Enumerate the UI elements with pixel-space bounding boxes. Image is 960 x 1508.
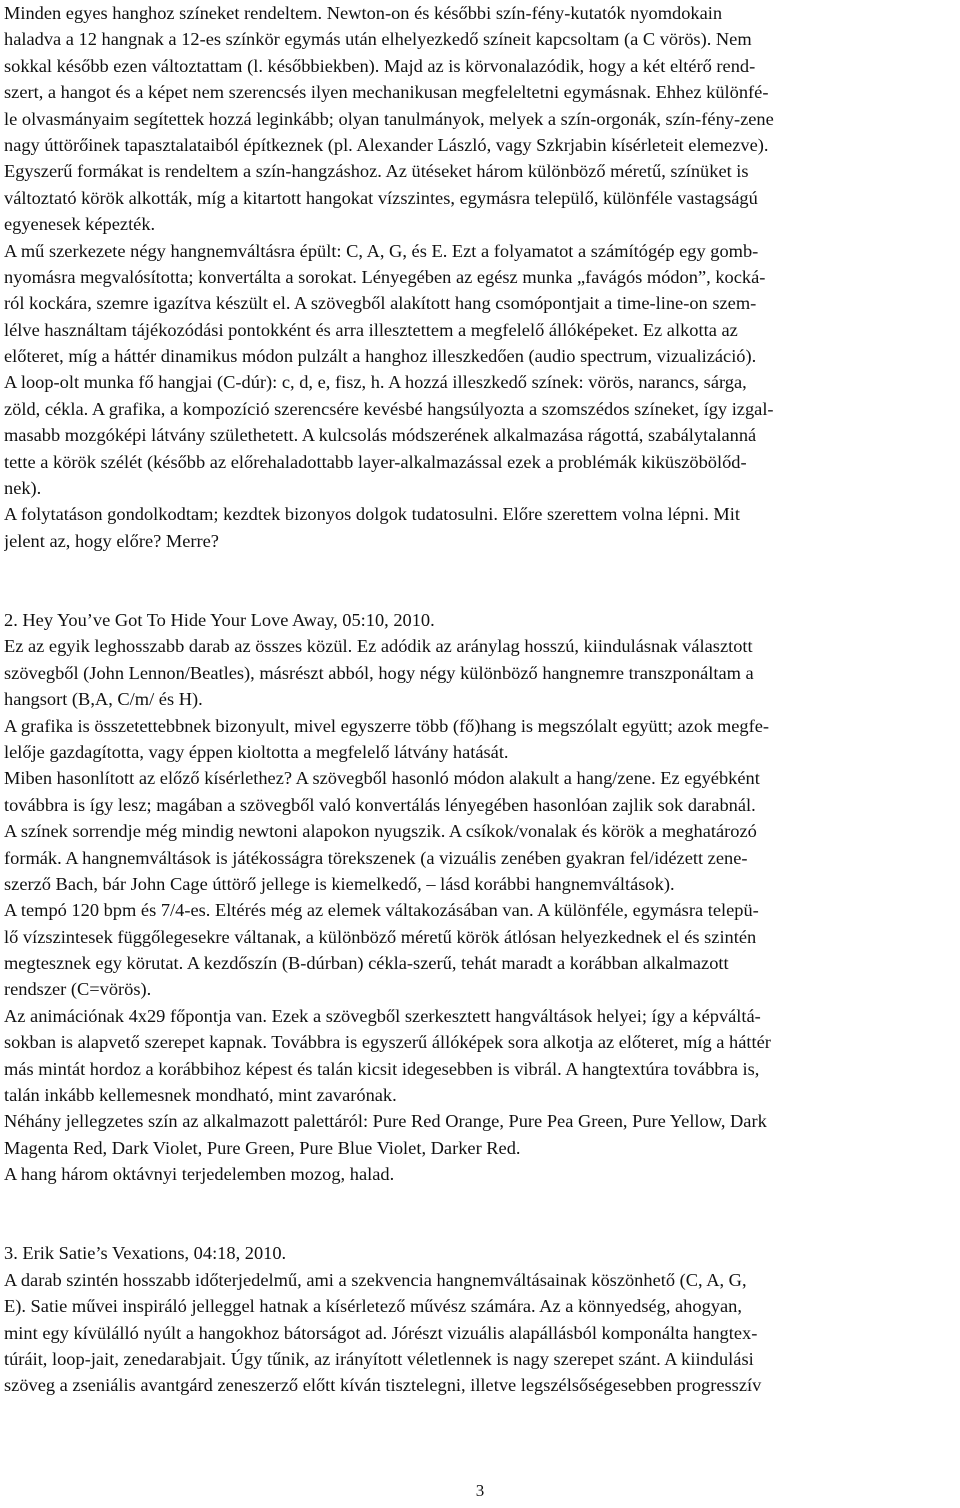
text-line: sokban is alapvető szerepet kapnak. Továbbra is egyszerű állóképek sora alkotja az előteret, míg a háttér: [4, 1032, 771, 1053]
text-line: A hang három oktávnyi terjedelemben mozog, halad.: [4, 1164, 395, 1185]
text-line: A mű szerkezete négy hangnemváltásra épült: C, A, G, és E. Ezt a folyamatot a számítógép egy gomb-: [4, 240, 759, 261]
text-line: szövegből (John Lennon/Beatles), másrészt abból, hogy négy különböző hangnemre transzponáltam a: [4, 662, 754, 683]
text-line: lelője gazdagította, vagy éppen kioltotta a megfelelő látvány hatását.: [4, 741, 509, 762]
text-line: nagy úttörőinek tapasztalataiból építkeznek (pl. Alexander László, vagy Szkrjabin kísérleteit elemezve).: [4, 134, 769, 155]
text-line: nyomásra megvalósította; konvertálta a sorokat. Lényegében az egész munka „favágós módon”, kocká-: [4, 266, 766, 287]
text-line: A színek sorrendje még mindig newtoni alapokon nyugszik. A csíkok/vonalak és körök a meghatározó: [4, 821, 757, 842]
text-line: jelent az, hogy előre? Merre?: [4, 530, 219, 551]
text-line: nek).: [4, 478, 42, 499]
section-hey-you: [4, 607, 956, 1188]
text-line: lő vízszintesek függőlegesekre váltanak, a különböző méretű körök átlósan helyezkednek el és szintén: [4, 926, 757, 947]
page-number: 3: [475, 1481, 485, 1500]
text-line: Miben hasonlított az előző kísérlethez? A szövegből hasonló módon alakult a hang/zene. Ez egyébként: [4, 768, 760, 789]
text-line: Néhány jellegzetes szín az alkalmazott palettáról: Pure Red Orange, Pure Pea Green, Pure Yellow, Dark: [4, 1111, 767, 1132]
text-line: A tempó 120 bpm és 7/4-es. Eltérés még az elemek váltakozásában van. A különféle, egymásra telepü-: [4, 900, 759, 921]
text-line: előteret, míg a háttér dinamikus módon pulzált a hanghoz illeszkedően (audio spectrum, vizualizáció).: [4, 346, 757, 367]
paragraph-block-intro: [4, 0, 956, 554]
text-line: továbbra is így lesz; magában a szövegből való konvertálás lényegében hasonlóan zajlik sok darabnál.: [4, 794, 756, 815]
text-line: változtató körök alkották, míg a kitartott hangokat vízszintes, egymásra települő, különféle vastagságú: [4, 187, 758, 208]
text-line: tette a körök szélét (később az előrehaladottabb layer-alkalmazással ezek a problémák kiküszöbölőd-: [4, 451, 747, 472]
text-line: rendszer (C=vörös).: [4, 979, 152, 1000]
text-line: más mintát hordoz a korábbihoz képest és talán kicsit idegesebben is vibrál. A hangtextúra továbbra is,: [4, 1058, 760, 1079]
section-gap: [4, 1188, 956, 1241]
text-line: Minden egyes hanghoz színeket rendeltem. Newton-on és későbbi szín-fény-kutatók nyomdokain: [4, 3, 723, 23]
text-line: masabb mozgóképi látvány születhetett. A kulcsolás módszerének alkalmazása rágottá, szabálytalanná: [4, 425, 757, 446]
text-line: Az animációnak 4x29 főpontja van. Ezek a szövegből szerkesztett hangváltások helyei; így a képváltá-: [4, 1005, 761, 1026]
text-line: A folytatáson gondolkodtam; kezdtek bizonyos dolgok tudatosulni. Előre szerettem volna lépni. Mit: [4, 504, 741, 525]
text-line: A loop-olt munka fő hangjai (C-dúr): c, d, e, fisz, h. A hozzá illeszkedő színek: vörös, narancs, sárga,: [4, 372, 747, 393]
text-line: egyenesek képezték.: [4, 214, 156, 235]
text-line: A darab szintén hosszabb időterjedelmű, ami a szekvencia hangnemváltásainak köszönhető (C, A, G,: [4, 1269, 747, 1290]
text-line: szöveg a zseniális avantgárd zeneszerző előtt kíván tisztelegni, illetve legszélsőségesebben progresszív: [4, 1375, 762, 1396]
text-line: megtesznek egy körutat. A kezdőszín (B-dúrban) cékla-szerű, tehát maradt a korábban alkalmazott: [4, 953, 729, 974]
text-line: ról kockára, szemre igazítva készült el. A szövegből alakított hang csomópontjait a time-line-on szem-: [4, 293, 757, 314]
text-line: szert, a hangot és a képet nem szerencsés ilyen mechanikusan megfeleltetni egymásnak. Ehhez különfé-: [4, 82, 769, 103]
text-line: hangsort (B,A, C/m/ és H).: [4, 689, 203, 710]
document-page: [4, 0, 956, 1399]
text-line: talán inkább kellemesnek mondható, mint zavarónak.: [4, 1085, 397, 1106]
text-line: sokkal később ezen változtattam (l. későbbiekben). Majd az is körvonalazódik, hogy a két eltérő rend-: [4, 55, 756, 76]
text-line: mint egy kívülálló nyúlt a hangokhoz bátorságot ad. Jórészt vizuális alapállásból komponálta hangtex-: [4, 1322, 758, 1343]
text-line: A grafika is összetettebbnek bizonyult, mivel egyszerre több (fő)hang is megszólalt együtt; azok megfe-: [4, 715, 770, 736]
text-line: lélve használtam tájékozódási pontokként és arra illesztettem a megfelelő állóképeket. Ez alkotta az: [4, 319, 738, 340]
text-line: túráit, loop-jait, zenedarabjait. Úgy tűnik, az irányított véletlennek is nagy szerepet szánt. A kiindulási: [4, 1348, 754, 1369]
text-line: zöld, cékla. A grafika, a kompozíció szerencsére kevésbé hangsúlyozta a szomszédos színeket, így izgal-: [4, 398, 774, 419]
section-gap: [4, 554, 956, 607]
text-line: szerző Bach, bár John Cage úttörő jellege is kiemelkedő, – lásd korábbi hangnemváltások).: [4, 873, 675, 894]
text-line: 2. Hey You’ve Got To Hide Your Love Away, 05:10, 2010.: [4, 610, 435, 630]
text-line: Ez az egyik leghosszabb darab az összes közül. Ez adódik az aránylag hosszú, kiindulásnak választott: [4, 636, 753, 657]
text-line: 3. Erik Satie’s Vexations, 04:18, 2010.: [4, 1243, 287, 1264]
text-line: Egyszerű formákat is rendeltem a szín-hangzáshoz. Az ütéseket három különböző méretű, színüket is: [4, 161, 749, 182]
text-line: le olvasmányaim segítettek hozzá leginkább; olyan tanulmányok, melyek a szín-orgonák, szín-fény-zene: [4, 108, 774, 129]
text-line: Magenta Red, Dark Violet, Pure Green, Pure Blue Violet, Darker Red.: [4, 1137, 521, 1158]
text-line: formák. A hangnemváltások is játékosságra törekszenek (a vizuális zenében gyakran fel/idézett zene-: [4, 847, 748, 868]
section-vexations: [4, 1240, 956, 1398]
text-line: haladva a 12 hangnak a 12-es színkör egymás után elhelyezkedő színeit kapcsoltam (a C vörös). Nem: [4, 29, 752, 50]
text-line: E). Satie művei inspiráló jelleggel hatnak a kísérletező művész számára. Az a könnyedség, ahogyan,: [4, 1296, 742, 1317]
